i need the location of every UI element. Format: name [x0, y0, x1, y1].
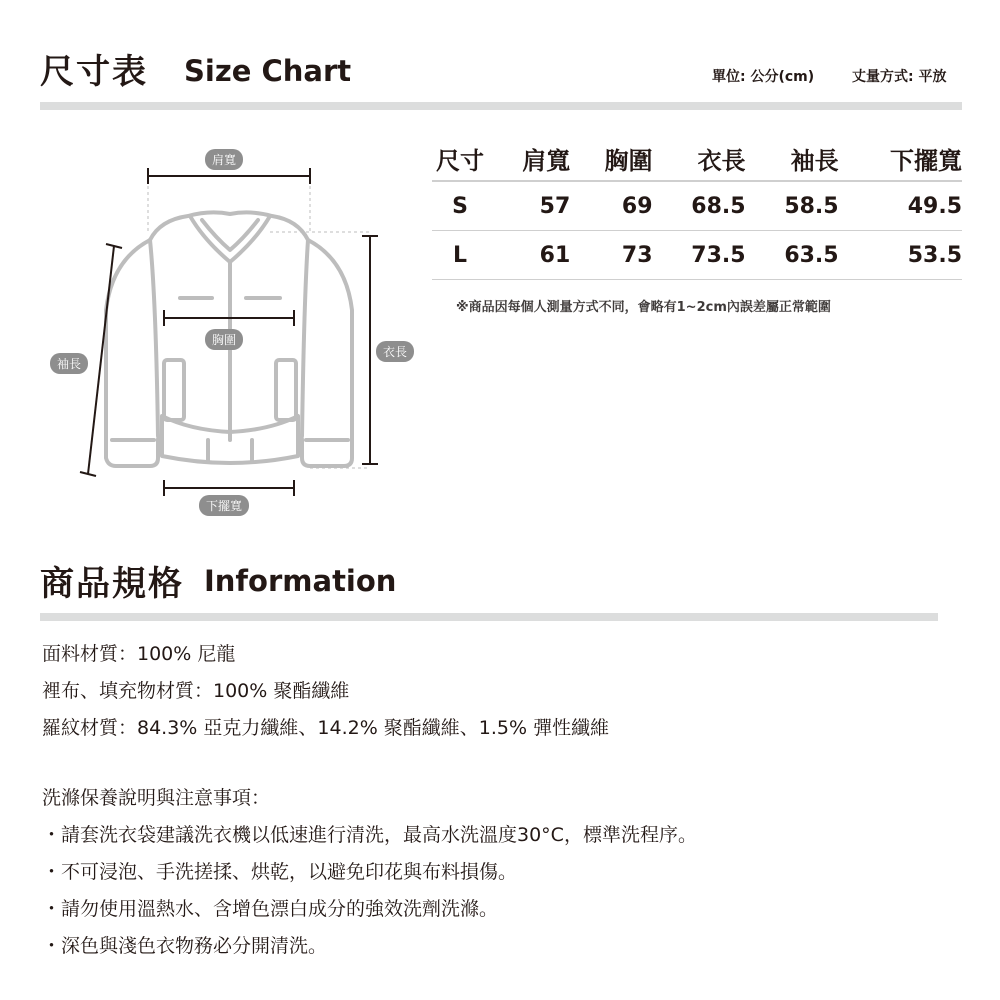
table-row: [432, 181, 962, 231]
sleeve-cell: 63.5: [746, 231, 839, 280]
size-cell: S: [432, 181, 488, 231]
chest-cell: 69: [570, 181, 652, 231]
info-title: 商品規格: [40, 564, 184, 604]
header-hem: 下擺寬: [839, 136, 962, 181]
header-shoulder: 肩寬: [488, 136, 570, 181]
care-item: ・深色與淺色衣物務必分開清洗。: [42, 935, 328, 957]
material-lining: 裡布、填充物材質：100% 聚酯纖維: [42, 680, 350, 702]
chest-label: 胸圍: [205, 329, 243, 350]
info-title-en: Information: [204, 564, 397, 598]
jacket-diagram: [40, 140, 440, 520]
length-cell: 68.5: [653, 181, 746, 231]
care-title: 洗滌保養說明與注意事項：: [42, 787, 271, 809]
header-sleeve: 袖長: [746, 136, 839, 181]
hem-label: 下擺寬: [199, 495, 249, 516]
care-item: ・請勿使用溫熱水、含增色漂白成分的強效洗劑洗滌。: [42, 898, 499, 920]
chest-cell: 73: [570, 231, 652, 280]
materials-list: [42, 636, 609, 747]
shoulder-cell: 61: [488, 231, 570, 280]
header-size: 尺寸: [432, 136, 488, 181]
material-rib: 羅紋材質：84.3% 亞克力纖維、14.2% 聚酯纖維、1.5% 彈性纖維: [42, 717, 610, 739]
hem-cell: 53.5: [839, 231, 962, 280]
size-chart-title: 尺寸表: [40, 52, 148, 92]
header-length: 衣長: [653, 136, 746, 181]
size-chart-title-en: Size Chart: [184, 54, 352, 88]
table-row: [432, 231, 962, 280]
care-item: ・不可浸泡、手洗搓揉、烘乾，以避免印花與布料損傷。: [42, 861, 518, 883]
shoulder-label: 肩寬: [205, 149, 243, 170]
size-table-header: [432, 136, 962, 181]
header-chest: 胸圍: [570, 136, 652, 181]
shoulder-cell: 57: [488, 181, 570, 231]
length-label: 衣長: [376, 341, 414, 362]
care-section: [42, 780, 697, 965]
info-divider: [40, 613, 938, 621]
material-fabric: 面料材質：100% 尼龍: [42, 643, 236, 665]
size-table: [432, 136, 962, 280]
measurement-note: ※商品因每個人測量方式不同，會略有1~2cm內誤差屬正常範圍: [456, 300, 831, 315]
unit-label: 單位: 公分(cm): [712, 69, 815, 85]
size-cell: L: [432, 231, 488, 280]
length-cell: 73.5: [653, 231, 746, 280]
header-divider: [40, 102, 962, 110]
measure-method-label: 丈量方式: 平放: [852, 69, 947, 85]
care-item: ・請套洗衣袋建議洗衣機以低速進行清洗，最高水洗溫度30°C，標準洗程序。: [42, 824, 697, 846]
hem-cell: 49.5: [839, 181, 962, 231]
sleeve-cell: 58.5: [746, 181, 839, 231]
sleeve-label: 袖長: [50, 353, 88, 374]
